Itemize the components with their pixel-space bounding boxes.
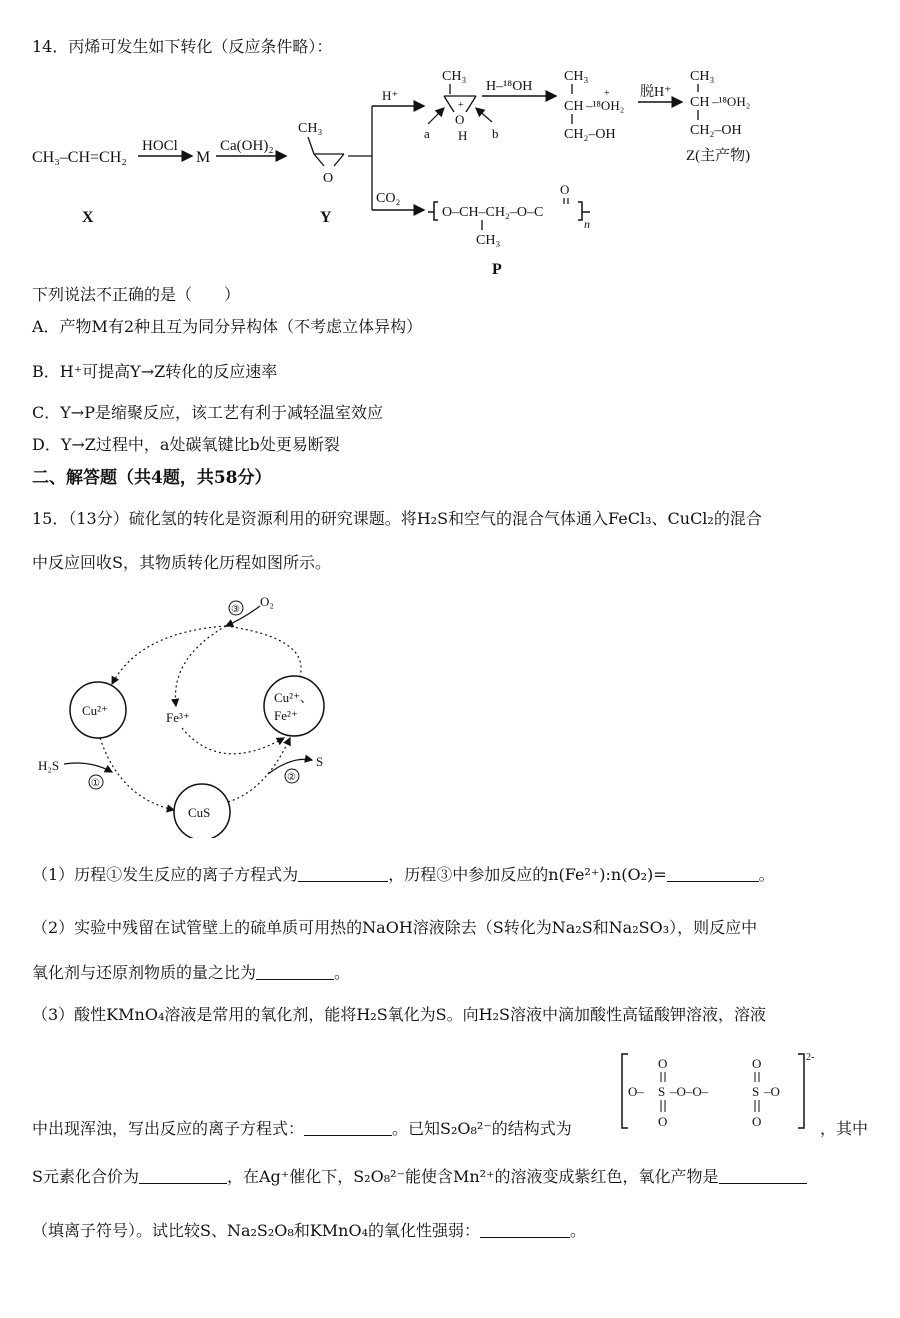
- step1-label: ①: [91, 778, 100, 789]
- svg-text:O: O: [560, 182, 570, 197]
- product-z: [690, 69, 750, 138]
- x-formula: CH₃–CH=CH₂: [32, 149, 127, 166]
- svg-text:Cu²⁺、: Cu²⁺、: [274, 690, 313, 705]
- answer-blank-7[interactable]: [480, 1221, 570, 1238]
- answer-blank-4[interactable]: [304, 1119, 392, 1136]
- q14-option-d: D．Y→Z过程中，a处碳氧键比b处更易断裂: [32, 435, 340, 454]
- step2-label: ②: [287, 772, 296, 783]
- svg-text:–¹⁸OH₂: –¹⁸OH₂: [586, 98, 625, 113]
- oxonium-intermediate: [564, 69, 624, 142]
- bond-b-label: b: [492, 126, 499, 141]
- svg-text:CH: CH: [690, 95, 710, 110]
- reagent-hocl: HOCl: [142, 138, 178, 154]
- h2s-conversion-cycle-diagram: [30, 588, 360, 838]
- cu2-fe2-node: [264, 676, 324, 736]
- q15-part3-line3: S元素化合价为 ，在Ag⁺催化下，S₂O₈²⁻能使含Mn²⁺的溶液变成紫红色，氧化产物是: [32, 1166, 807, 1188]
- s2o8-structure: [620, 1048, 820, 1134]
- deprotonation-label: 脱H⁺: [640, 85, 672, 100]
- svg-text:CH₃: CH₃: [690, 69, 715, 84]
- p-label: P: [492, 261, 502, 278]
- cu2-label: Cu²⁺: [82, 703, 108, 718]
- q14-option-a: A．产物M有2种且互为同分异构体（不考虑立体异构）: [32, 317, 423, 336]
- svg-text:CH₃: CH₃: [564, 69, 589, 84]
- h2s-label: H₂S: [38, 758, 60, 773]
- svg-text:n: n: [584, 217, 590, 231]
- q15-intro-line1: 15．（13分）硫化氢的转化是资源利用的研究课题。将H₂S和空气的混合气体通入FeCl₃、CuCl₂的混合: [32, 509, 762, 528]
- q15-part2-line2: 氧化剂与还原剂物质的量之比为 。: [32, 963, 351, 982]
- h2o18-label: H–¹⁸OH: [486, 79, 533, 94]
- svg-text:CH₂–OH: CH₂–OH: [564, 127, 616, 142]
- reagent-caoh2: Ca(OH)₂: [220, 138, 274, 154]
- x-label: X: [82, 209, 94, 226]
- m-label: M: [196, 149, 211, 166]
- q14-option-c: C．Y→P是缩聚反应，该工艺有利于减轻温室效应: [32, 403, 383, 422]
- q15-part3-line2-end: ，其中: [820, 1119, 869, 1138]
- y-label: Y: [320, 209, 332, 226]
- svg-text:–¹⁸OH₂: –¹⁸OH₂: [712, 94, 751, 109]
- svg-text:S: S: [658, 1084, 666, 1099]
- q14-title: 14．丙烯可发生如下转化（反应条件略）：: [32, 37, 333, 56]
- svg-text:CH: CH: [564, 99, 584, 114]
- svg-text:O: O: [658, 1056, 668, 1071]
- svg-text:–O–O–: –O–O–: [670, 1084, 709, 1099]
- s-label: S: [316, 754, 324, 769]
- svg-text:O–: O–: [628, 1084, 644, 1099]
- svg-text:–O: –O: [764, 1084, 780, 1099]
- section-heading: 二、解答题（共4题，共58分）: [32, 468, 272, 488]
- answer-blank-1[interactable]: [298, 865, 388, 882]
- cus-label: CuS: [188, 805, 211, 820]
- svg-text:O: O: [658, 1114, 668, 1129]
- q14-stem: 下列说法不正确的是（ ）: [32, 285, 241, 304]
- h-plus-label: H⁺: [382, 88, 399, 103]
- svg-text:H: H: [458, 128, 468, 143]
- q15-part2-line1: （2）实验中残留在试管壁上的硫单质可用热的NaOH溶液除去（S转化为Na₂S和Na₂SO₃），则反应中: [32, 918, 758, 937]
- svg-text:+: +: [458, 100, 464, 111]
- answer-blank-2[interactable]: [667, 865, 759, 882]
- q14-option-b: B．H⁺可提高Y→Z转化的反应速率: [32, 362, 278, 381]
- fe3-label: Fe³⁺: [166, 710, 190, 725]
- bond-a-label: a: [424, 126, 430, 141]
- epoxide-y: [298, 121, 344, 186]
- q15-part3-line1: （3）酸性KMnO₄溶液是常用的氧化剂，能将H₂S氧化为S。向H₂S溶液中滴加酸性高锰酸钾溶液，溶液: [32, 1005, 766, 1024]
- o2-label: O₂: [260, 594, 274, 609]
- q15-part3-line2: 中出现浑浊，写出反应的离子方程式： 。已知S₂O₈²⁻的结构式为: [32, 1119, 572, 1138]
- svg-text:O: O: [455, 112, 465, 127]
- svg-text:Fe²⁺: Fe²⁺: [274, 708, 298, 723]
- q15-intro-line2: 中反应回收S，其物质转化历程如图所示。: [32, 553, 331, 572]
- q15-part3-line4: （填离子符号）。试比较S、Na₂S₂O₈和KMnO₄的氧化性强弱： 。: [32, 1221, 587, 1240]
- svg-text:CH₃: CH₃: [298, 121, 323, 136]
- svg-text:CH₃: CH₃: [476, 233, 501, 248]
- svg-text:O: O: [752, 1056, 762, 1071]
- answer-blank-6[interactable]: [719, 1167, 807, 1184]
- q15-part1: （1）历程①发生反应的离子方程式为 ，历程③中参加反应的n(Fe²⁺):n(O₂)= 。: [32, 865, 775, 884]
- co2-label: CO₂: [376, 191, 401, 206]
- svg-text:O: O: [323, 171, 334, 186]
- step3-label: ③: [231, 604, 240, 615]
- svg-text:S: S: [752, 1084, 760, 1099]
- svg-text:CH₃: CH₃: [442, 69, 467, 84]
- svg-text:+: +: [604, 88, 610, 99]
- polymer-p: [428, 182, 590, 248]
- answer-blank-5[interactable]: [139, 1167, 227, 1184]
- svg-text:O: O: [752, 1114, 762, 1129]
- answer-blank-3[interactable]: [256, 963, 334, 980]
- svg-text:2-: 2-: [806, 1052, 815, 1063]
- svg-text:O–CH–CH₂–O–C: O–CH–CH₂–O–C: [442, 205, 544, 220]
- z-label: Z(主产物): [686, 148, 751, 164]
- propene-reaction-scheme: [30, 62, 880, 282]
- svg-text:CH₂–OH: CH₂–OH: [690, 123, 742, 138]
